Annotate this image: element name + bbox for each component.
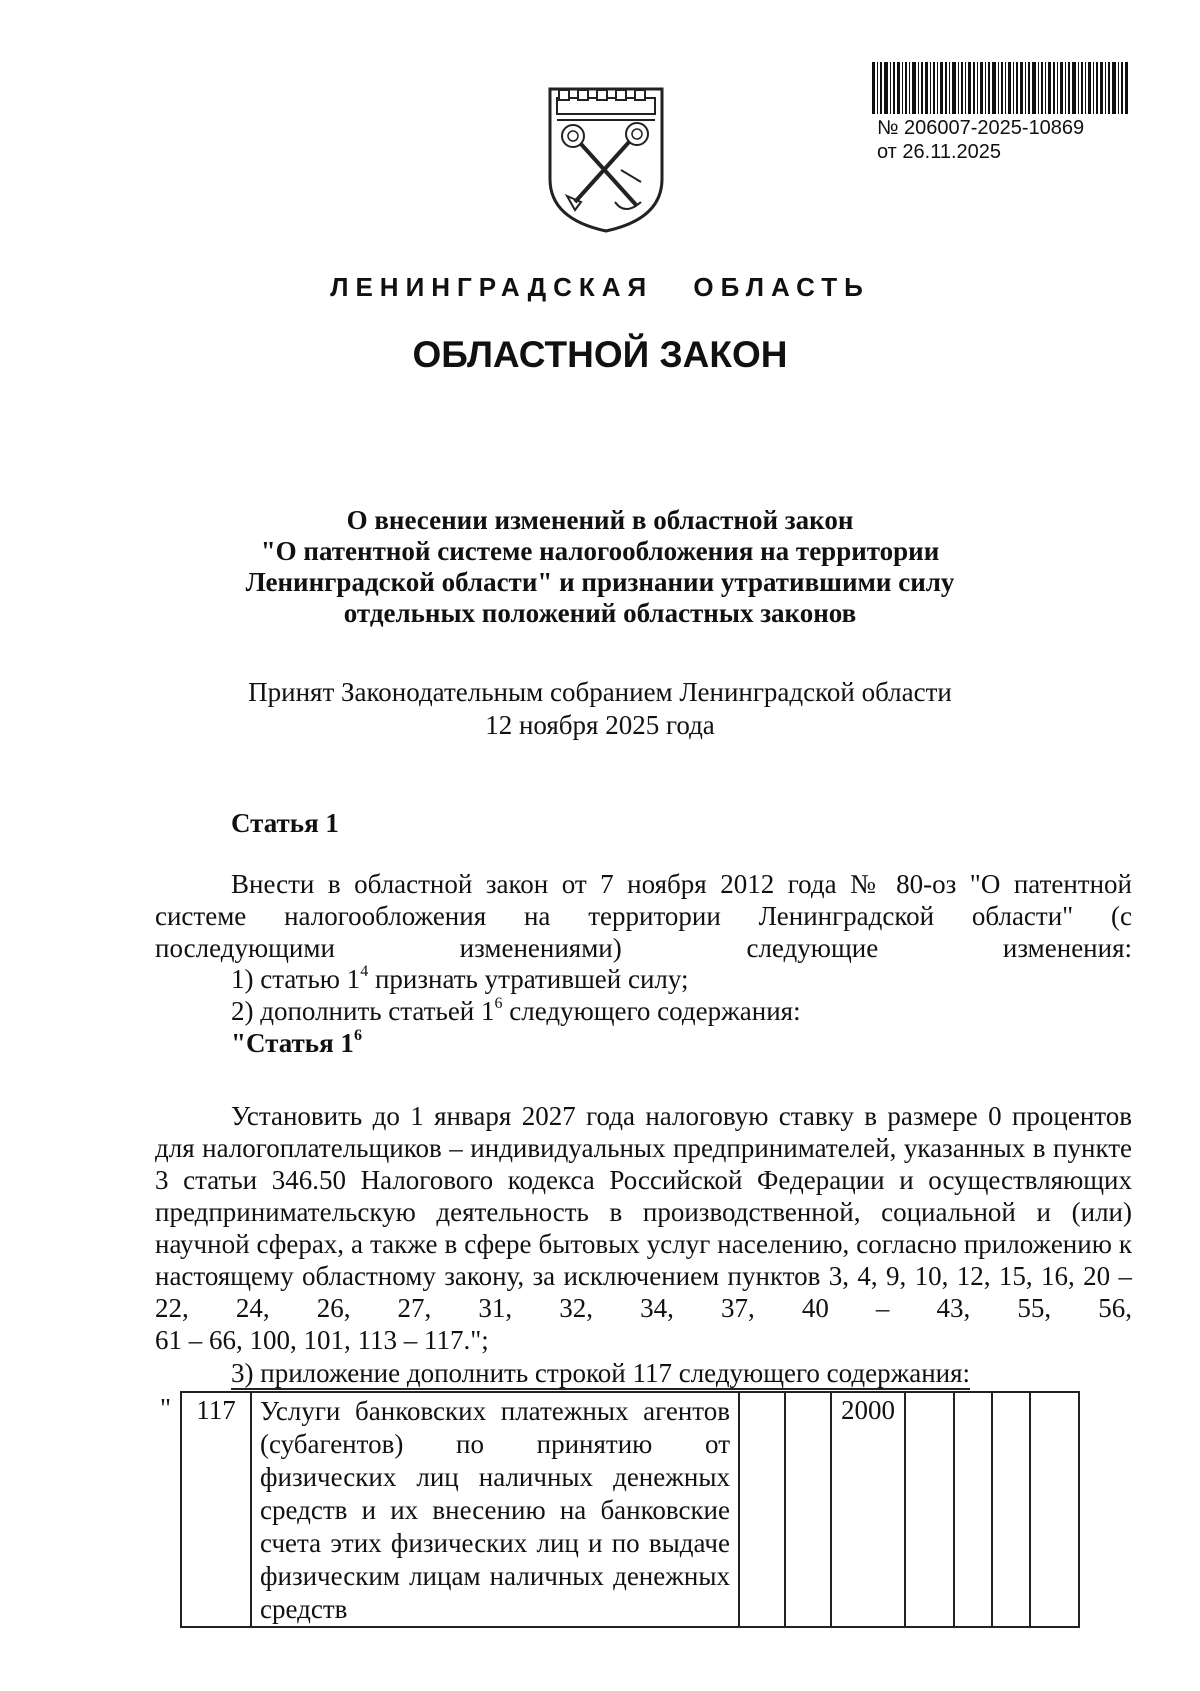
adoption-note xyxy=(0,676,1200,742)
adoption-line: Принят Законодательным собранием Ленинградской области xyxy=(248,677,952,707)
empty-cell xyxy=(1030,1392,1079,1627)
registration-stamp xyxy=(877,116,1084,164)
table-row xyxy=(181,1392,1079,1627)
law-title-line: Ленинградской области" и признании утратившими силу xyxy=(245,567,955,597)
quoted-article-heading: "Статья $1^6$ xyxy=(231,1027,362,1058)
row-number-cell: 117 xyxy=(181,1392,251,1627)
list-item-1: 1) статью $1^4$ признать утратившей силу; xyxy=(231,963,689,994)
law-title-line: "О патентной системе налогообложения на территории xyxy=(260,536,940,566)
empty-cell xyxy=(739,1392,785,1627)
law-title-line: О внесении изменений в областной закон xyxy=(346,505,854,535)
list-item-3: 3) приложение дополнить строкой 117 следующего содержания: xyxy=(231,1358,971,1388)
law-type-heading: ОБЛАСТНОЙ ЗАКОН xyxy=(412,334,788,375)
appendix-table-row xyxy=(180,1391,1080,1628)
empty-cell xyxy=(954,1392,992,1627)
empty-cell xyxy=(992,1392,1030,1627)
list-item-2: 2) дополнить статьей $1^6$ следующего содержания: xyxy=(231,995,801,1026)
registration-date: от 26.11.2025 xyxy=(877,141,1002,163)
service-description-cell: Услуги банковских платежных агентов (субагентов) по принятию от физических лиц наличных денежных средств и их внесению на банковские счета этих физических лиц и по выдаче физическим лицам наличных денежных средств xyxy=(251,1392,739,1627)
barcode xyxy=(872,62,1130,114)
empty-cell xyxy=(785,1392,831,1627)
coat-of-arms-emblem xyxy=(545,84,667,234)
adoption-date: 12 ноября 2025 года xyxy=(485,710,715,740)
article-heading: Статья 1 xyxy=(231,808,339,838)
law-title-line: отдельных положений областных законов xyxy=(343,598,857,628)
law-title xyxy=(0,505,1200,629)
amount-cell: 2000 xyxy=(831,1392,905,1627)
opening-quote-mark: " xyxy=(160,1393,172,1423)
empty-cell xyxy=(905,1392,954,1627)
region-title: ЛЕНИНГРАДСКАЯ ОБЛАСТЬ xyxy=(330,272,870,302)
intro-paragraph: Внести в областной закон от 7 ноября 2012 года № 80-оз "О патентной системе налогообложения на территории Ленинградской области" (с последующими изменениями) следующие изменения: xyxy=(155,869,1132,963)
rate-paragraph: Установить до 1 января 2027 года налоговую ставку в размере 0 процентов для налогоплательщиков – индивидуальных предпринимателей, указанных в пункте 3 статьи 346.50 Налогового кодекса Российской Федерации и осуществляющих предпринимательскую деятельность в производственной, социальной и (или) научной сферах, а также в сфере бытовых услуг населению, согласно приложению к настоящему областному закону, за исключением пунктов 3, 4, 9, 10, 12, 15, 16, 20 – 22, 24, 26, 27, 31, 32, 34, 37, 40 – 43, 55, 56, xyxy=(155,1101,1132,1323)
rate-paragraph-end: 61 – 66, 100, 101, 113 – 117."; xyxy=(155,1325,489,1355)
registration-number: № 206007-2025-10869 xyxy=(877,117,1085,139)
